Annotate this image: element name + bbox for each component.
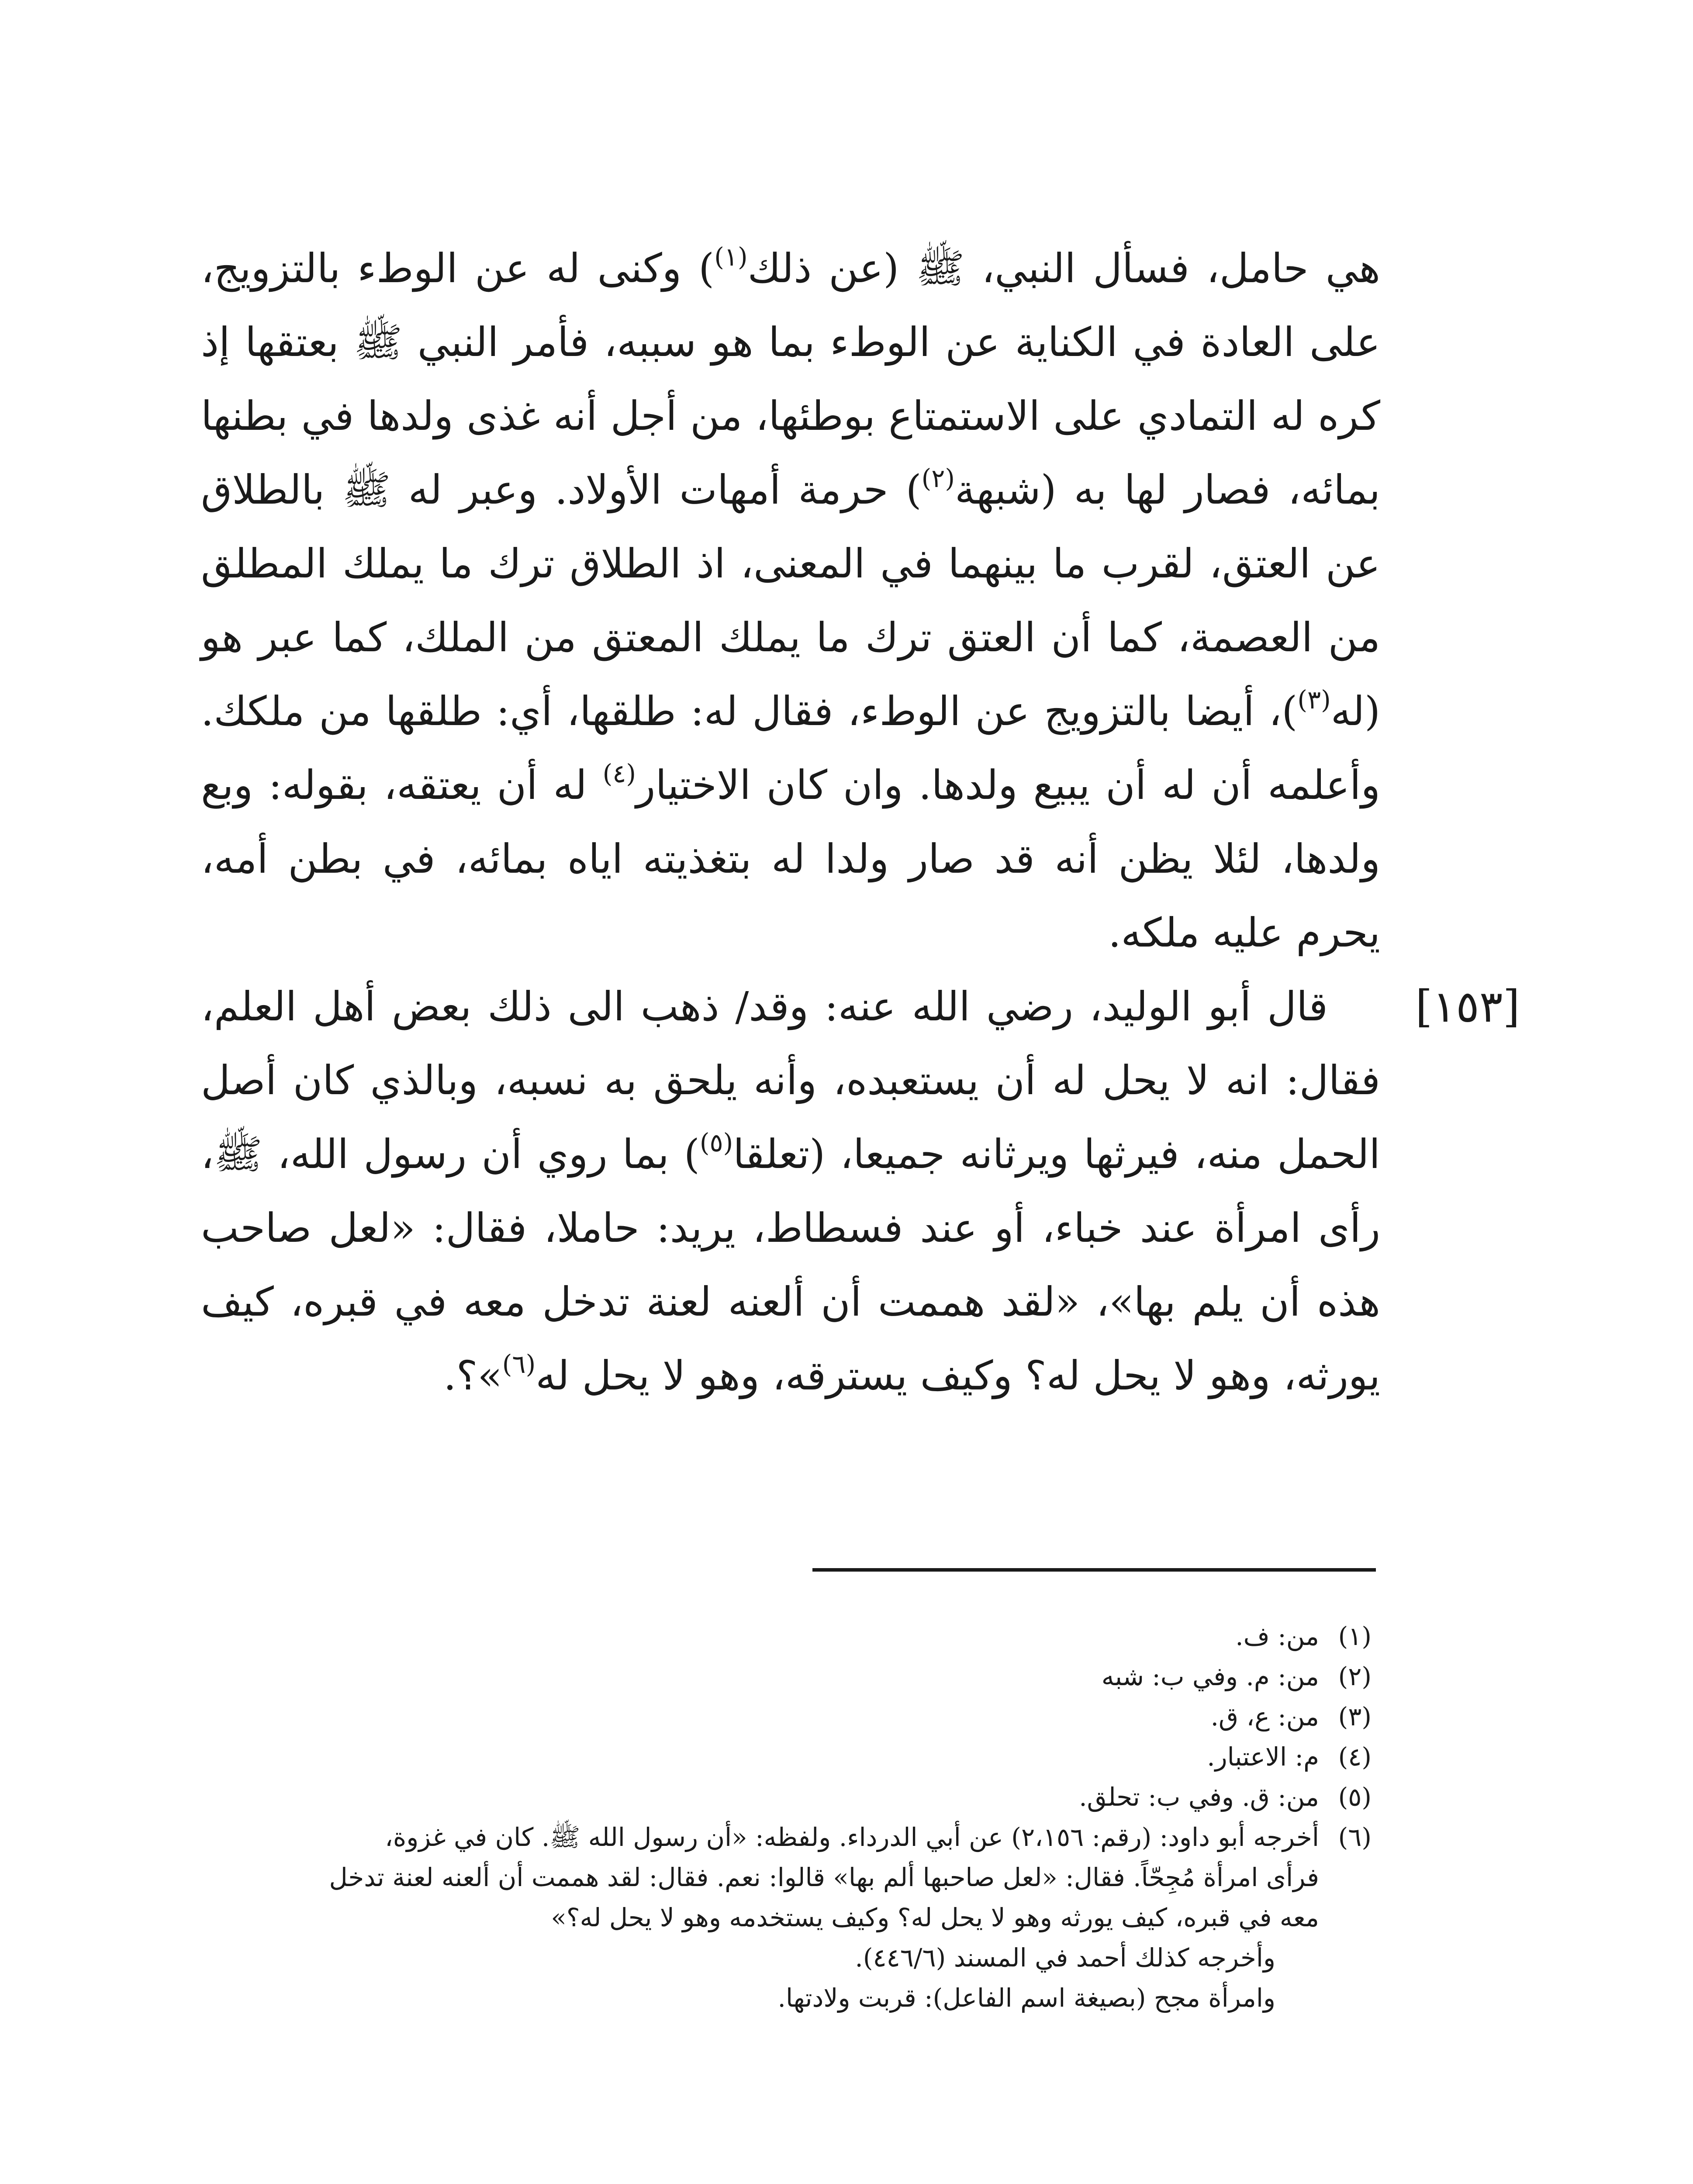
footnote-line: وأخرجه كذلك أحمد في المسند (٤٤٦/٦).	[855, 1943, 1275, 1973]
footnote-line: أخرجه أبو داود: (رقم: ٢،١٥٦) عن أبي الدرداء. ولفظه: «أن رسول الله ﷺ. كان في غزوة،	[385, 1822, 1319, 1852]
footnote-text	[201, 1817, 1319, 2018]
footnote-2	[201, 1656, 1372, 1697]
footnote-text	[201, 1656, 1319, 1697]
footnote-number: (١)	[1338, 1621, 1372, 1651]
paragraph-text: »؟.	[443, 1352, 502, 1399]
footnote-ref-4: (٤)	[602, 759, 636, 788]
footnote-ref-6: (٦)	[502, 1349, 536, 1379]
footnote-text	[201, 1697, 1319, 1737]
footnote-ref-2: (٢)	[921, 463, 955, 493]
paragraph-text: هي حامل، فسأل النبي، ﷺ (عن ذلك	[747, 245, 1380, 292]
footnote-1	[201, 1616, 1372, 1656]
footnote-number: (٥)	[1338, 1782, 1372, 1812]
footnote-line: م: الاعتبار.	[1207, 1742, 1319, 1772]
footnote-6	[201, 1817, 1372, 2018]
footnote-ref-1: (١)	[714, 242, 748, 272]
footnote-number: (٦)	[1338, 1822, 1372, 1852]
footnote-line: من: ع، ق.	[1210, 1702, 1319, 1731]
main-text	[201, 232, 1380, 1413]
footnote-line: فرأى امرأة مُجِحّاً. فقال: «لعل صاحبها ألم بها» قالوا: نعم. فقال: لقد هممت أن ألعنه لعنة تدخل	[329, 1863, 1319, 1892]
paragraph-text: )، أيضا بالتزويج عن الوطء، فقال له: طلقها، أي: طلقها من ملكك. وأعلمه أن له أن يبيع ولدها. وان كان الاختيار	[201, 688, 1380, 809]
footnote-4	[201, 1737, 1372, 1777]
footnote-divider	[812, 1568, 1376, 1572]
footnote-number: (٣)	[1338, 1702, 1372, 1731]
footnote-text	[201, 1737, 1319, 1777]
footnote-number: (٢)	[1338, 1662, 1372, 1691]
footnote-line: من: ق. وفي ب: تحلق.	[1079, 1782, 1319, 1812]
footnote-5	[201, 1777, 1372, 1817]
paragraph-text: ) حرمة أمهات الأولاد. وعبر له ﷺ بالطلاق عن العتق، لقرب ما بينهما في المعنى، اذ الطلاق ترك ما يملك المطلق من العصمة، كما أن العتق ترك ما يملك المعتق من الملك، كما عبر هو (له	[201, 467, 1380, 735]
paragraph-text: ) وكنى له عن الوطء بالتزويج، على العادة في الكناية عن الوطء بما هو سببه، فأمر النبي ﷺ بعتقها إذ كره له التمادي على الاستمتاع بوطئها، من أجل أنه غذى ولدها في بطنها بمائه، فصار لها به (شبهة	[201, 245, 1380, 513]
footnote-text	[201, 1777, 1319, 1817]
footnote-ref-5: (٥)	[699, 1128, 733, 1158]
footnote-line: معه في قبره، كيف يورثه وهو لا يحل له؟ وكيف يستخدمه وهو لا يحل له؟»	[551, 1903, 1319, 1932]
paragraph-2	[201, 970, 1380, 1413]
manuscript-page-marker: [١٥٣]	[1415, 981, 1520, 1032]
footnote-line: من: م. وفي ب: شبه	[1101, 1662, 1319, 1691]
paragraph-1	[201, 232, 1380, 970]
footnote-ref-3: (٣)	[1297, 685, 1331, 715]
paragraph-text: قال أبو الوليد، رضي الله عنه: وقد/ ذهب الى ذلك بعض أهل العلم، فقال: انه لا يحل له أن يستعبده، وأنه يلحق به نسبه، وبالذي كان أصل الحمل منه، فيرثها ويرثانه جميعا، (تعلقا	[201, 983, 1380, 1178]
paragraph-text: ) بما روي أن رسول الله، ﷺ، رأى امرأة عند خباء، أو عند فسطاط، يريد: حاملا، فقال: «لعل صاحب هذه أن يلم بها»، «لقد هممت أن ألعنه لعنة تدخل معه في قبره، كيف يورثه، وهو لا يحل له؟ وكيف يسترقه، وهو لا يحل له	[201, 1131, 1380, 1399]
footnote-3	[201, 1697, 1372, 1737]
footnote-line: وامرأة مجح (بصيغة اسم الفاعل): قربت ولادتها.	[777, 1983, 1275, 2013]
footnotes	[201, 1616, 1372, 2018]
footnote-line: من: ف.	[1235, 1621, 1319, 1651]
footnote-text	[201, 1616, 1319, 1656]
paragraph-text: له أن يعتقه، بقوله: وبع ولدها، لئلا يظن أنه قد صار ولدا له بتغذيته اياه بمائه، في بطن أمه، يحرم عليه ملكه.	[201, 762, 1380, 956]
footnote-number: (٤)	[1338, 1742, 1372, 1772]
